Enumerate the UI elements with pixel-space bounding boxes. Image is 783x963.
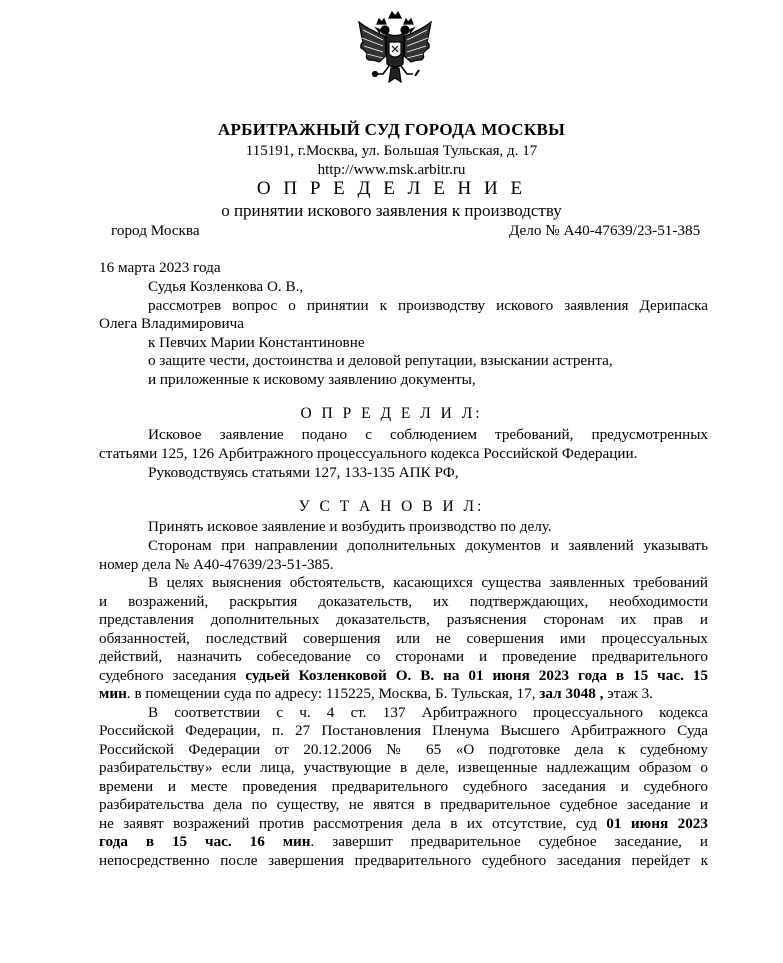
final-date-bold: 01 июня 2023 bbox=[606, 815, 708, 832]
hall-number-bold: зал 3048 , bbox=[539, 685, 604, 702]
paragraph-line: разбирательства дела по существу, не явятся в предварительное судебное заседание и bbox=[99, 796, 708, 813]
case-number: Дело № А40-47639/23-51-385 bbox=[509, 222, 701, 239]
court-address: 115191, г.Москва, ул. Большая Тульская, д. 17 bbox=[245, 143, 538, 159]
court-name: АРБИТРАЖНЫЙ СУД ГОРОДА МОСКВЫ bbox=[217, 120, 566, 139]
document-subtitle: о принятии искового заявления к производству bbox=[221, 201, 562, 220]
hearing-details-bold: судьей Козленковой О. В. на 01 июня 2023 года в 15 час. 15 bbox=[245, 667, 708, 684]
text-run: . завершит предварительное судебное заседание, и bbox=[310, 833, 708, 850]
paragraph-line: обязанностей, последствий совершения или не совершения ими процессуальных bbox=[99, 630, 708, 647]
paragraph-line: представления дополнительных доказательств, разъяснения сторонам их прав и bbox=[99, 611, 708, 628]
paragraph-line bbox=[99, 815, 708, 833]
paragraph-line: Принять исковое заявление и возбудить производство по делу. bbox=[148, 518, 552, 535]
paragraph-line: Руководствуясь статьями 127, 133-135 АПК РФ, bbox=[148, 464, 459, 481]
paragraph-line: разбирательству» если лица, участвующие в деле, извещенные надлежащим образом о bbox=[99, 759, 708, 776]
paragraph-line: непосредственно после завершения предварительного судебного заседания перейдет к bbox=[99, 852, 708, 869]
paragraph-line: В целях выяснения обстоятельств, касающихся существа заявленных требований bbox=[148, 574, 708, 591]
paragraph-line: статьями 125, 126 Арбитражного процессуального кодекса Российской Федерации. bbox=[99, 445, 638, 462]
paragraph-line bbox=[99, 833, 708, 851]
defendant: к Певчих Марии Константиновне bbox=[148, 334, 365, 351]
paragraph-line: времени и месте проведения предварительного судебного заседания и судебного bbox=[99, 778, 708, 795]
paragraph-line: Российской Федерации, п. 27 Постановления Пленума Высшего Арбитражного Суда bbox=[99, 722, 708, 739]
court-website: http://www.msk.arbitr.ru bbox=[317, 162, 466, 178]
text-run: этаж 3. bbox=[603, 685, 653, 702]
paragraph-line: Российской Федерации от 20.12.2006 № 65 «О подготовке дела к судебному bbox=[99, 741, 708, 758]
final-time-bold: года в 15 час. 16 мин bbox=[99, 833, 311, 850]
text-run: судебного заседания bbox=[99, 667, 246, 684]
city: город Москва bbox=[111, 222, 200, 239]
paragraph-line: В соответствии с ч. 4 ст. 137 Арбитражного процессуального кодекса bbox=[148, 704, 708, 721]
document-title: О П Р Е Д Е Л Е Н И Е bbox=[256, 178, 527, 199]
paragraph-line: и возражений, раскрытия доказательств, их подтверждающих, необходимости bbox=[99, 593, 708, 610]
paragraph-line: номер дела № А40-47639/23-51-385. bbox=[99, 556, 334, 573]
paragraph-line: Исковое заявление подано с соблюдением требований, предусмотренных bbox=[148, 426, 708, 443]
judge-name: Судья Козленкова О. В., bbox=[148, 278, 304, 295]
text-run: не заявят возражений против рассмотрения дела в их отсутствие, суд bbox=[99, 815, 607, 832]
section-heading-determined: О П Р Е Д Е Л И Л: bbox=[300, 405, 483, 422]
hearing-time-bold: мин bbox=[99, 685, 127, 702]
paragraph-line bbox=[99, 685, 653, 703]
section-heading-established: У С Т А Н О В И Л: bbox=[298, 498, 485, 515]
ruling-date: 16 марта 2023 года bbox=[99, 259, 221, 276]
intro-line: рассмотрев вопрос о принятии к производству искового заявления Дерипаска bbox=[148, 297, 708, 314]
paragraph-line: Сторонам при направлении дополнительных документов и заявлений указывать bbox=[148, 537, 708, 554]
paragraph-line bbox=[99, 667, 708, 685]
paragraph-line: действий, назначить собеседование со сторонами и проведение предварительного bbox=[99, 648, 708, 665]
attachments: и приложенные к исковому заявлению документы, bbox=[148, 371, 476, 388]
claim-subject: о защите чести, достоинства и деловой репутации, взыскании астрента, bbox=[148, 352, 613, 369]
russian-coat-of-arms-icon bbox=[355, 8, 435, 90]
intro-line: Олега Владимировича bbox=[99, 315, 244, 332]
text-run: . в помещении суда по адресу: 115225, Москва, Б. Тульская, 17, bbox=[126, 685, 540, 702]
